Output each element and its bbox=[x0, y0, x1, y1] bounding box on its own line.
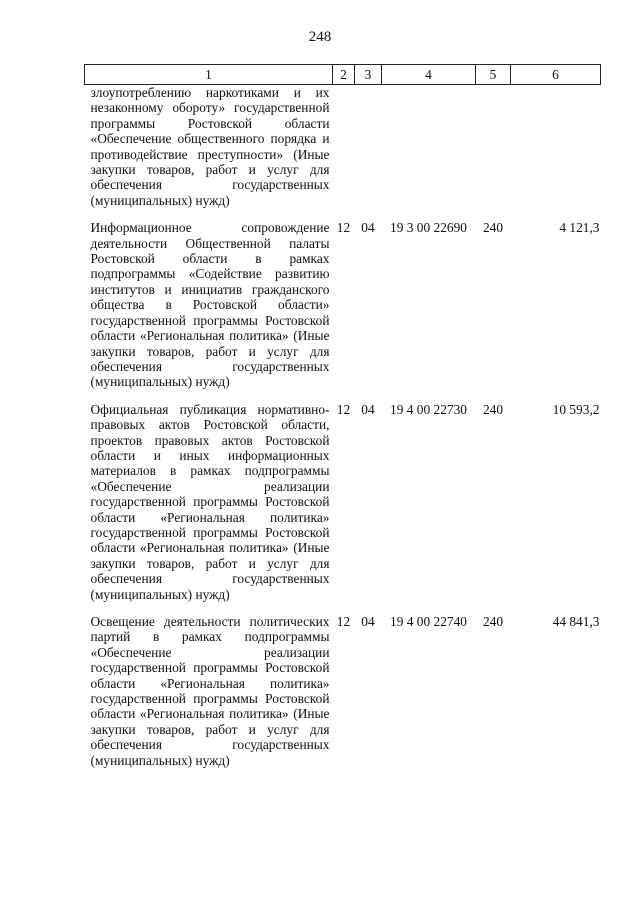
row-spacer bbox=[85, 208, 601, 220]
row-amount bbox=[511, 85, 601, 209]
row-spacer bbox=[85, 390, 601, 402]
row-expense-type bbox=[476, 85, 511, 209]
row-description: злоупотреблению наркотиками и их незаконному обороту» государственной программы Ростовской области «Обеспечение общественного порядка и противодействие преступности» (Иные закупки товаров, работ и услуг для обеспечения государственных (муниципальных) нужд) bbox=[90, 85, 330, 208]
row-target-code bbox=[382, 85, 476, 209]
row-spacer bbox=[85, 602, 601, 614]
row-description: Освещение деятельности политических партий в рамках подпрограммы «Обеспечение реализации государственной программы Ростовской области «Региональная политика» государственной программы Ростовской области «Региональная политика» (Иные закупки товаров, работ и услуг для обеспечения государственных (муниципальных) нужд) bbox=[90, 614, 330, 768]
budget-table bbox=[84, 64, 601, 768]
row-subsection: 04 bbox=[361, 401, 375, 417]
row-amount: 44 841,3 bbox=[552, 614, 600, 629]
row-section: 12 bbox=[336, 614, 351, 629]
table-row bbox=[85, 402, 601, 602]
row-subsection bbox=[355, 85, 382, 209]
row-expense-type: 240 bbox=[482, 614, 504, 629]
row-subsection: 04 bbox=[361, 614, 375, 629]
column-header-1: 1 bbox=[85, 65, 333, 85]
column-header-4: 4 bbox=[382, 65, 476, 85]
table-row bbox=[85, 85, 601, 209]
row-target-code: 19 4 00 22730 bbox=[390, 401, 467, 417]
table-row bbox=[85, 614, 601, 768]
row-expense-type: 240 bbox=[482, 401, 504, 417]
page-number: 248 bbox=[308, 29, 332, 45]
table-row bbox=[85, 220, 601, 389]
row-target-code: 19 3 00 22690 bbox=[390, 220, 467, 236]
column-header-3: 3 bbox=[355, 65, 382, 85]
row-section bbox=[333, 85, 355, 209]
row-amount: 4 121,3 bbox=[559, 220, 600, 236]
column-header-6: 6 bbox=[511, 65, 601, 85]
row-amount: 10 593,2 bbox=[552, 401, 600, 417]
column-header-5: 5 bbox=[476, 65, 511, 85]
row-section: 12 bbox=[336, 401, 351, 417]
row-description: Официальная публикация нормативно-правовых актов Ростовской области, проектов правовых актов Ростовской области и иных информационных материалов в рамках подпрограммы «Обеспечение реализации государственной программы Ростовской области «Региональная политика» государственной программы Ростовской области «Региональная политика» (Иные закупки товаров, работ и услуг для обеспечения государственных (муниципальных) нужд) bbox=[90, 401, 330, 602]
row-target-code: 19 4 00 22740 bbox=[390, 614, 467, 629]
row-section: 12 bbox=[336, 220, 351, 236]
table-header-row bbox=[85, 65, 601, 85]
row-expense-type: 240 bbox=[482, 220, 504, 236]
row-subsection: 04 bbox=[361, 220, 375, 236]
row-description: Информационное сопровождение деятельности Общественной палаты Ростовской области в рамках подпрограммы «Содействие развитию институтов и инициатив гражданского общества в Ростовской области» государственной программы Ростовской области «Региональная политика» (Иные закупки товаров, работ и услуг для обеспечения государственных (муниципальных) нужд) bbox=[90, 220, 330, 390]
column-header-2: 2 bbox=[333, 65, 355, 85]
